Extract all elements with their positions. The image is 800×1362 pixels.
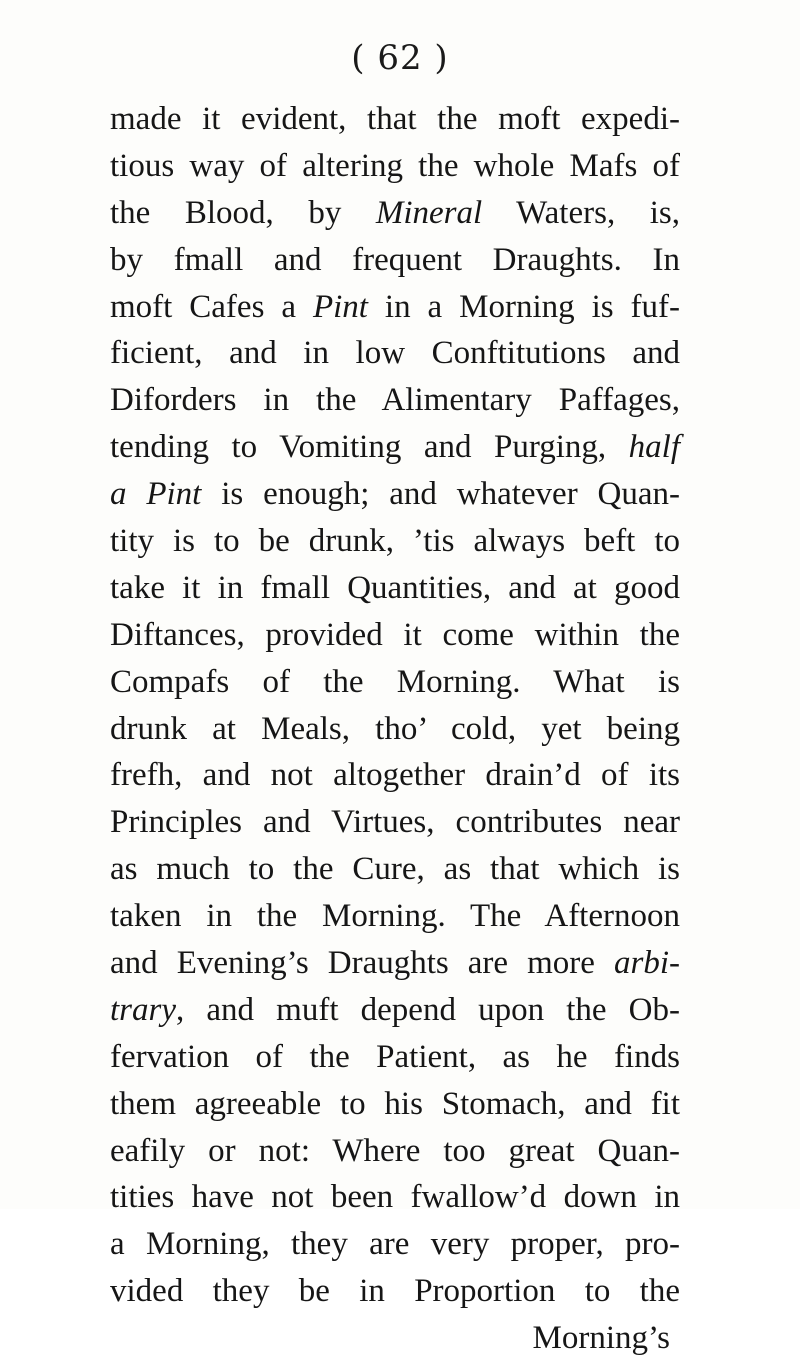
text-line <box>110 1034 680 1081</box>
text-segment: fervation of the Patient, as he finds <box>110 1038 680 1075</box>
text-line <box>110 377 680 424</box>
text-segment: tities have not been fwallow’d down in <box>110 1179 680 1216</box>
text-line <box>110 565 680 612</box>
text-line <box>110 1081 680 1128</box>
italic-text: trary <box>110 991 176 1028</box>
text-line <box>110 143 680 190</box>
text-segment: Diforders in the Alimentary Paffages, <box>110 382 680 419</box>
text-segment: Morning’s <box>532 1320 670 1357</box>
text-line <box>110 799 680 846</box>
text-segment: a Morning, they are very proper, pro- <box>110 1226 680 1263</box>
italic-text: half <box>628 429 680 466</box>
italic-text: Pint <box>312 288 368 325</box>
text-line <box>110 1128 680 1175</box>
italic-text: Mineral <box>375 194 483 231</box>
text-line <box>110 518 680 565</box>
text-segment: take it in fmall Quantities, and at good <box>110 569 680 606</box>
body-text <box>110 96 680 1362</box>
text-segment: , and muft depend upon the Ob- <box>176 991 680 1028</box>
text-line <box>110 330 680 377</box>
text-line <box>110 612 680 659</box>
text-segment: moft Cafes a <box>110 288 313 325</box>
text-line <box>110 1315 680 1362</box>
text-segment: taken in the Morning. The Afternoon <box>110 898 680 935</box>
text-segment: in a Morning is fuf- <box>367 288 681 325</box>
italic-text: a Pint <box>110 476 202 513</box>
text-line <box>110 471 680 518</box>
text-segment: Principles and Virtues, contributes near <box>110 804 680 841</box>
text-segment: vided they be in Proportion to the <box>110 1273 680 1310</box>
text-segment: tious way of altering the whole Mafs of <box>110 147 680 184</box>
text-segment: eafily or not: Where too great Quan- <box>110 1132 680 1169</box>
text-segment: them agreeable to his Stomach, and fit <box>110 1085 680 1122</box>
text-segment: ficient, and in low Conftitutions and <box>110 335 680 372</box>
text-line <box>110 284 680 331</box>
text-segment: tending to Vomiting and Purging, <box>110 429 629 466</box>
text-segment: made it evident, that the moft expedi- <box>110 101 680 137</box>
text-line <box>110 659 680 706</box>
text-segment: as much to the Cure, as that which is <box>110 851 680 888</box>
text-segment: frefh, and not altogether drain’d of its <box>110 757 680 794</box>
text-line <box>110 1221 680 1268</box>
text-line <box>110 706 680 753</box>
text-segment: drunk at Meals, tho’ cold, yet being <box>110 710 680 747</box>
text-line <box>110 846 680 893</box>
text-segment: and Evening’s Draughts are more <box>110 945 614 982</box>
text-line <box>110 96 680 143</box>
italic-text: arbi- <box>614 945 680 982</box>
text-segment: tity is to be drunk, ’tis always beft to <box>110 523 680 560</box>
text-line <box>110 752 680 799</box>
text-line <box>110 237 680 284</box>
text-line <box>110 1174 680 1221</box>
text-segment: by fmall and frequent Draughts. In <box>110 241 680 278</box>
text-segment: Compafs of the Morning. What is <box>110 663 680 700</box>
text-line <box>110 987 680 1034</box>
page-number: ( 62 ) <box>351 38 449 78</box>
text-line <box>110 1268 680 1315</box>
text-segment: Waters, is, <box>482 194 680 231</box>
text-line <box>110 424 680 471</box>
text-segment: is enough; and whatever Quan- <box>201 476 681 513</box>
text-line <box>110 893 680 940</box>
text-segment: Diftances, provided it come within the <box>110 616 680 653</box>
text-line <box>110 190 680 237</box>
text-segment: the Blood, by <box>110 194 376 231</box>
text-line <box>110 940 680 987</box>
